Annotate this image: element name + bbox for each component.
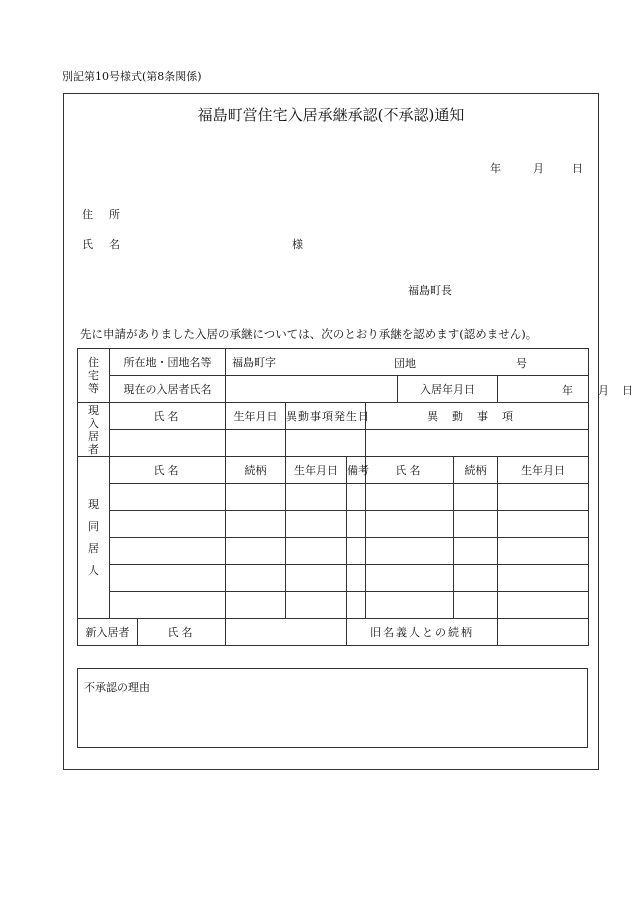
document-title: 福島町営住宅入居承継承認(不承認)通知	[197, 106, 465, 124]
co-name-field[interactable]	[110, 565, 226, 592]
co-relation-field[interactable]	[226, 592, 286, 619]
co-relation-header-right: 続柄	[454, 457, 498, 484]
number-label: 号	[516, 357, 528, 370]
location-value: 福島町字	[232, 356, 277, 369]
cohabitant-row	[78, 592, 589, 619]
cr-birth-field[interactable]	[226, 430, 286, 457]
co-birth-field[interactable]	[498, 484, 589, 511]
new-resident-name-field[interactable]	[226, 619, 347, 646]
co-relation-field[interactable]	[226, 538, 286, 565]
cr-change-date-field[interactable]	[286, 430, 366, 457]
move-in-year: 年	[562, 384, 574, 397]
current-resident-name-field[interactable]	[226, 376, 398, 403]
co-relation-field[interactable]	[226, 484, 286, 511]
housing-row-2	[78, 376, 589, 403]
date-day: 日	[572, 162, 583, 175]
co-birth-field[interactable]	[498, 592, 589, 619]
move-in-day: 日	[622, 384, 633, 397]
cohabitant-header-row	[78, 457, 589, 484]
current-resident-data-row	[78, 430, 589, 457]
old-holder-relation-field[interactable]	[498, 619, 589, 646]
co-birth-field[interactable]	[498, 511, 589, 538]
move-in-date-field[interactable]	[498, 376, 633, 403]
address-label: 住所	[82, 208, 136, 221]
intro-text: 先に申請がありました入居の承継については、次のとおり承継を認めます(認めません)。	[80, 327, 538, 341]
cr-birth-header: 生年月日	[226, 403, 286, 430]
name-label: 氏名	[82, 238, 136, 251]
new-resident-name-label: 氏名	[138, 619, 226, 646]
cr-name-header: 氏名	[110, 403, 226, 430]
new-resident-row	[78, 619, 589, 646]
cohabitant-row	[78, 484, 589, 511]
co-name-field[interactable]	[110, 538, 226, 565]
cohabitant-section-label: 現同居人	[78, 457, 110, 619]
co-relation-field[interactable]	[454, 565, 498, 592]
co-birth-field[interactable]	[286, 484, 347, 511]
co-birth-header-left: 生年月日	[286, 457, 347, 484]
co-birth-field[interactable]	[498, 538, 589, 565]
co-birth-field[interactable]	[286, 538, 347, 565]
co-birth-field[interactable]	[498, 565, 589, 592]
honorific: 様	[292, 238, 303, 251]
co-name-field[interactable]	[110, 511, 226, 538]
co-name-field[interactable]	[110, 592, 226, 619]
current-resident-section-label: 現入居者	[78, 403, 110, 457]
co-name-field[interactable]	[366, 484, 454, 511]
co-relation-field[interactable]	[454, 538, 498, 565]
issuer-label: 福島町長	[408, 284, 452, 297]
co-birth-field[interactable]	[286, 565, 347, 592]
move-in-date-label: 入居年月日	[398, 376, 498, 403]
co-name-header-left: 氏名	[110, 457, 226, 484]
cohabitant-row	[78, 565, 589, 592]
co-birth-header-right: 生年月日	[498, 457, 589, 484]
co-name-field[interactable]	[366, 565, 454, 592]
co-remarks-field[interactable]	[347, 565, 366, 592]
cohabitant-row	[78, 538, 589, 565]
cohabitant-row	[78, 511, 589, 538]
current-resident-header-row	[78, 403, 589, 430]
co-relation-field[interactable]	[454, 484, 498, 511]
co-remarks-field[interactable]	[347, 538, 366, 565]
date-month: 月	[533, 162, 544, 175]
rejection-reason-box[interactable]	[77, 668, 588, 748]
co-remarks-field[interactable]	[347, 511, 366, 538]
co-name-field[interactable]	[366, 592, 454, 619]
cr-change-field[interactable]	[366, 430, 589, 457]
co-remarks-header-left: 備考	[347, 457, 366, 484]
cr-change-header: 異動事項	[366, 403, 589, 430]
cr-change-date-header: 異動事項発生日	[286, 403, 366, 430]
co-relation-field[interactable]	[226, 511, 286, 538]
housing-row-1	[78, 349, 589, 376]
co-name-field[interactable]	[366, 538, 454, 565]
co-name-field[interactable]	[110, 484, 226, 511]
main-table	[77, 348, 633, 646]
co-remarks-field[interactable]	[347, 592, 366, 619]
co-name-field[interactable]	[366, 511, 454, 538]
move-in-month: 月	[598, 384, 610, 397]
co-name-header-right: 氏名	[366, 457, 454, 484]
housing-section-label: 住宅等	[78, 349, 110, 403]
co-remarks-field[interactable]	[347, 484, 366, 511]
rejection-reason-label: 不承認の理由	[84, 681, 150, 694]
location-label: 所在地・団地名等	[110, 349, 226, 376]
co-birth-field[interactable]	[286, 592, 347, 619]
current-resident-name-label: 現在の入居者氏名	[110, 376, 226, 403]
form-number-label: 別記第10号様式(第8条関係)	[62, 70, 202, 83]
co-relation-field[interactable]	[454, 592, 498, 619]
old-holder-relation-label: 旧名義人との続柄	[347, 619, 498, 646]
co-birth-field[interactable]	[286, 511, 347, 538]
cr-name-field[interactable]	[110, 430, 226, 457]
co-relation-field[interactable]	[226, 565, 286, 592]
new-resident-section-label: 新入居者	[78, 619, 138, 646]
co-relation-header-left: 続柄	[226, 457, 286, 484]
location-cell[interactable]	[226, 349, 589, 376]
date-year: 年	[490, 162, 501, 175]
danchi-label: 団地	[394, 357, 417, 370]
co-relation-field[interactable]	[454, 511, 498, 538]
